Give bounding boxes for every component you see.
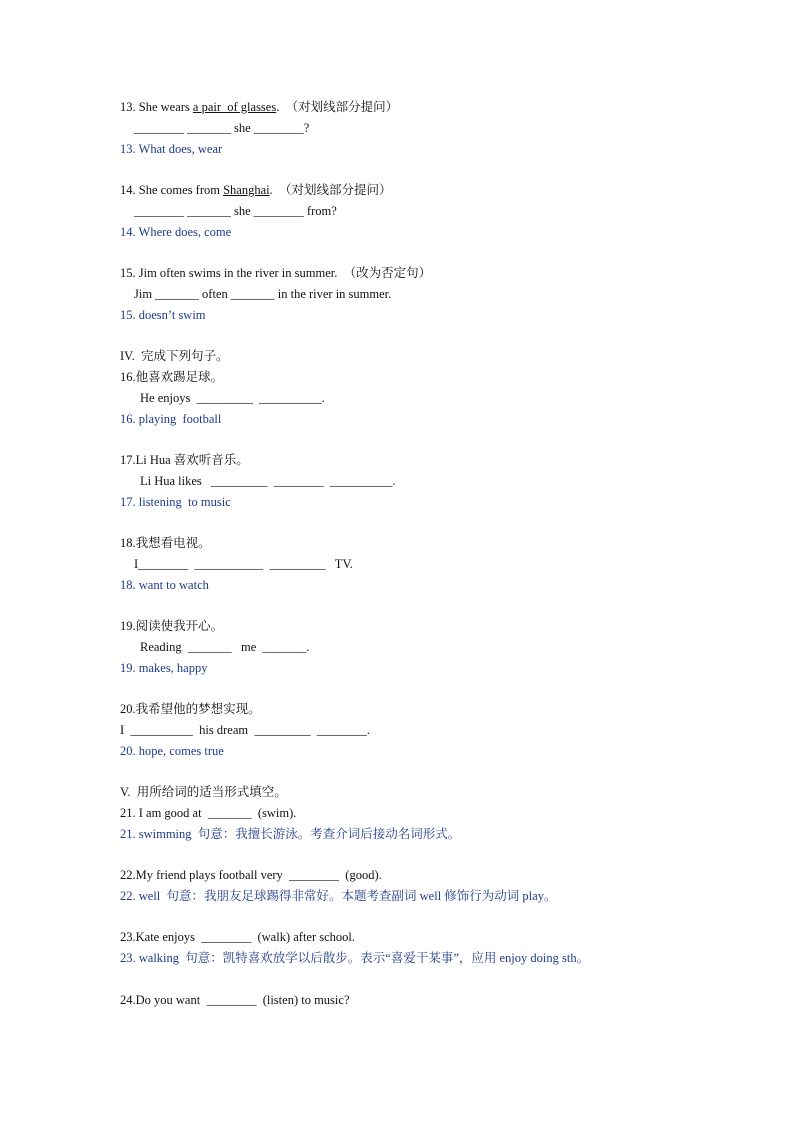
q19-answer: 19. makes, happy [120,661,208,675]
q14-underlined-phrase: Shanghai [223,183,270,197]
q18-prompt: 18.我想看电视。 [120,536,211,550]
q23-question: 23.Kate enjoys ________ (walk) after school. [120,930,356,944]
section-5-heading: V. 用所给词的适当形式填空。 [120,785,287,799]
q19-blanks: Reading _______ me _______. [140,640,310,654]
q16-prompt: 16.他喜欢踢足球。 [120,370,224,384]
q13-question: 13. She wears a pair of glasses. （对划线部分提问） [120,100,399,114]
q17-answer: 17. listening to music [120,495,231,509]
q23-answer: 23. walking 句意：凯特喜欢放学以后散步。表示“喜爱干某事”，应用 enjoy doing sth。 [120,951,590,965]
q17-blanks: Li Hua likes _________ ________ __________. [140,474,396,488]
q19-prompt: 19.阅读使我开心。 [120,619,224,633]
q16-blanks: He enjoys _________ __________. [140,391,325,405]
q17-prompt: 17.Li Hua 喜欢听音乐。 [120,453,249,467]
q14-blanks: ________ _______ she ________ from? [134,204,337,218]
q20-answer: 20. hope, comes true [120,744,224,758]
q16-answer: 16. playing football [120,412,222,426]
q13-blanks: ________ _______ she ________? [134,121,310,135]
q20-prompt: 20.我希望他的梦想实现。 [120,702,261,716]
q14-question: 14. She comes from Shanghai. （对划线部分提问） [120,183,392,197]
q15-question: 15. Jim often swims in the river in summer. （改为否定句） [120,266,432,280]
q18-blanks: I________ ___________ _________ TV. [134,557,353,571]
q18-answer: 18. want to watch [120,578,209,592]
q21-question: 21. I am good at _______ (swim). [120,806,297,820]
q14-answer: 14. Where does, come [120,225,232,239]
q20-blanks: I __________ his dream _________ ________. [120,723,370,737]
q21-answer: 21. swimming 句意：我擅长游泳。考查介词后接动名词形式。 [120,827,461,841]
q15-answer: 15. doesn’t swim [120,308,206,322]
q15-blanks: Jim _______ often _______ in the river in summer. [134,287,392,301]
section-4-heading: IV. 完成下列句子。 [120,349,229,363]
q13-answer: 13. What does, wear [120,142,223,156]
q22-question: 22.My friend plays football very ________ (good). [120,868,382,882]
q22-answer: 22. well 句意：我朋友足球踢得非常好。本题考查副词 well 修饰行为动词 play。 [120,889,557,903]
q24-question: 24.Do you want ________ (listen) to music? [120,993,350,1007]
q13-underlined-phrase: a pair of glasses [192,100,277,114]
